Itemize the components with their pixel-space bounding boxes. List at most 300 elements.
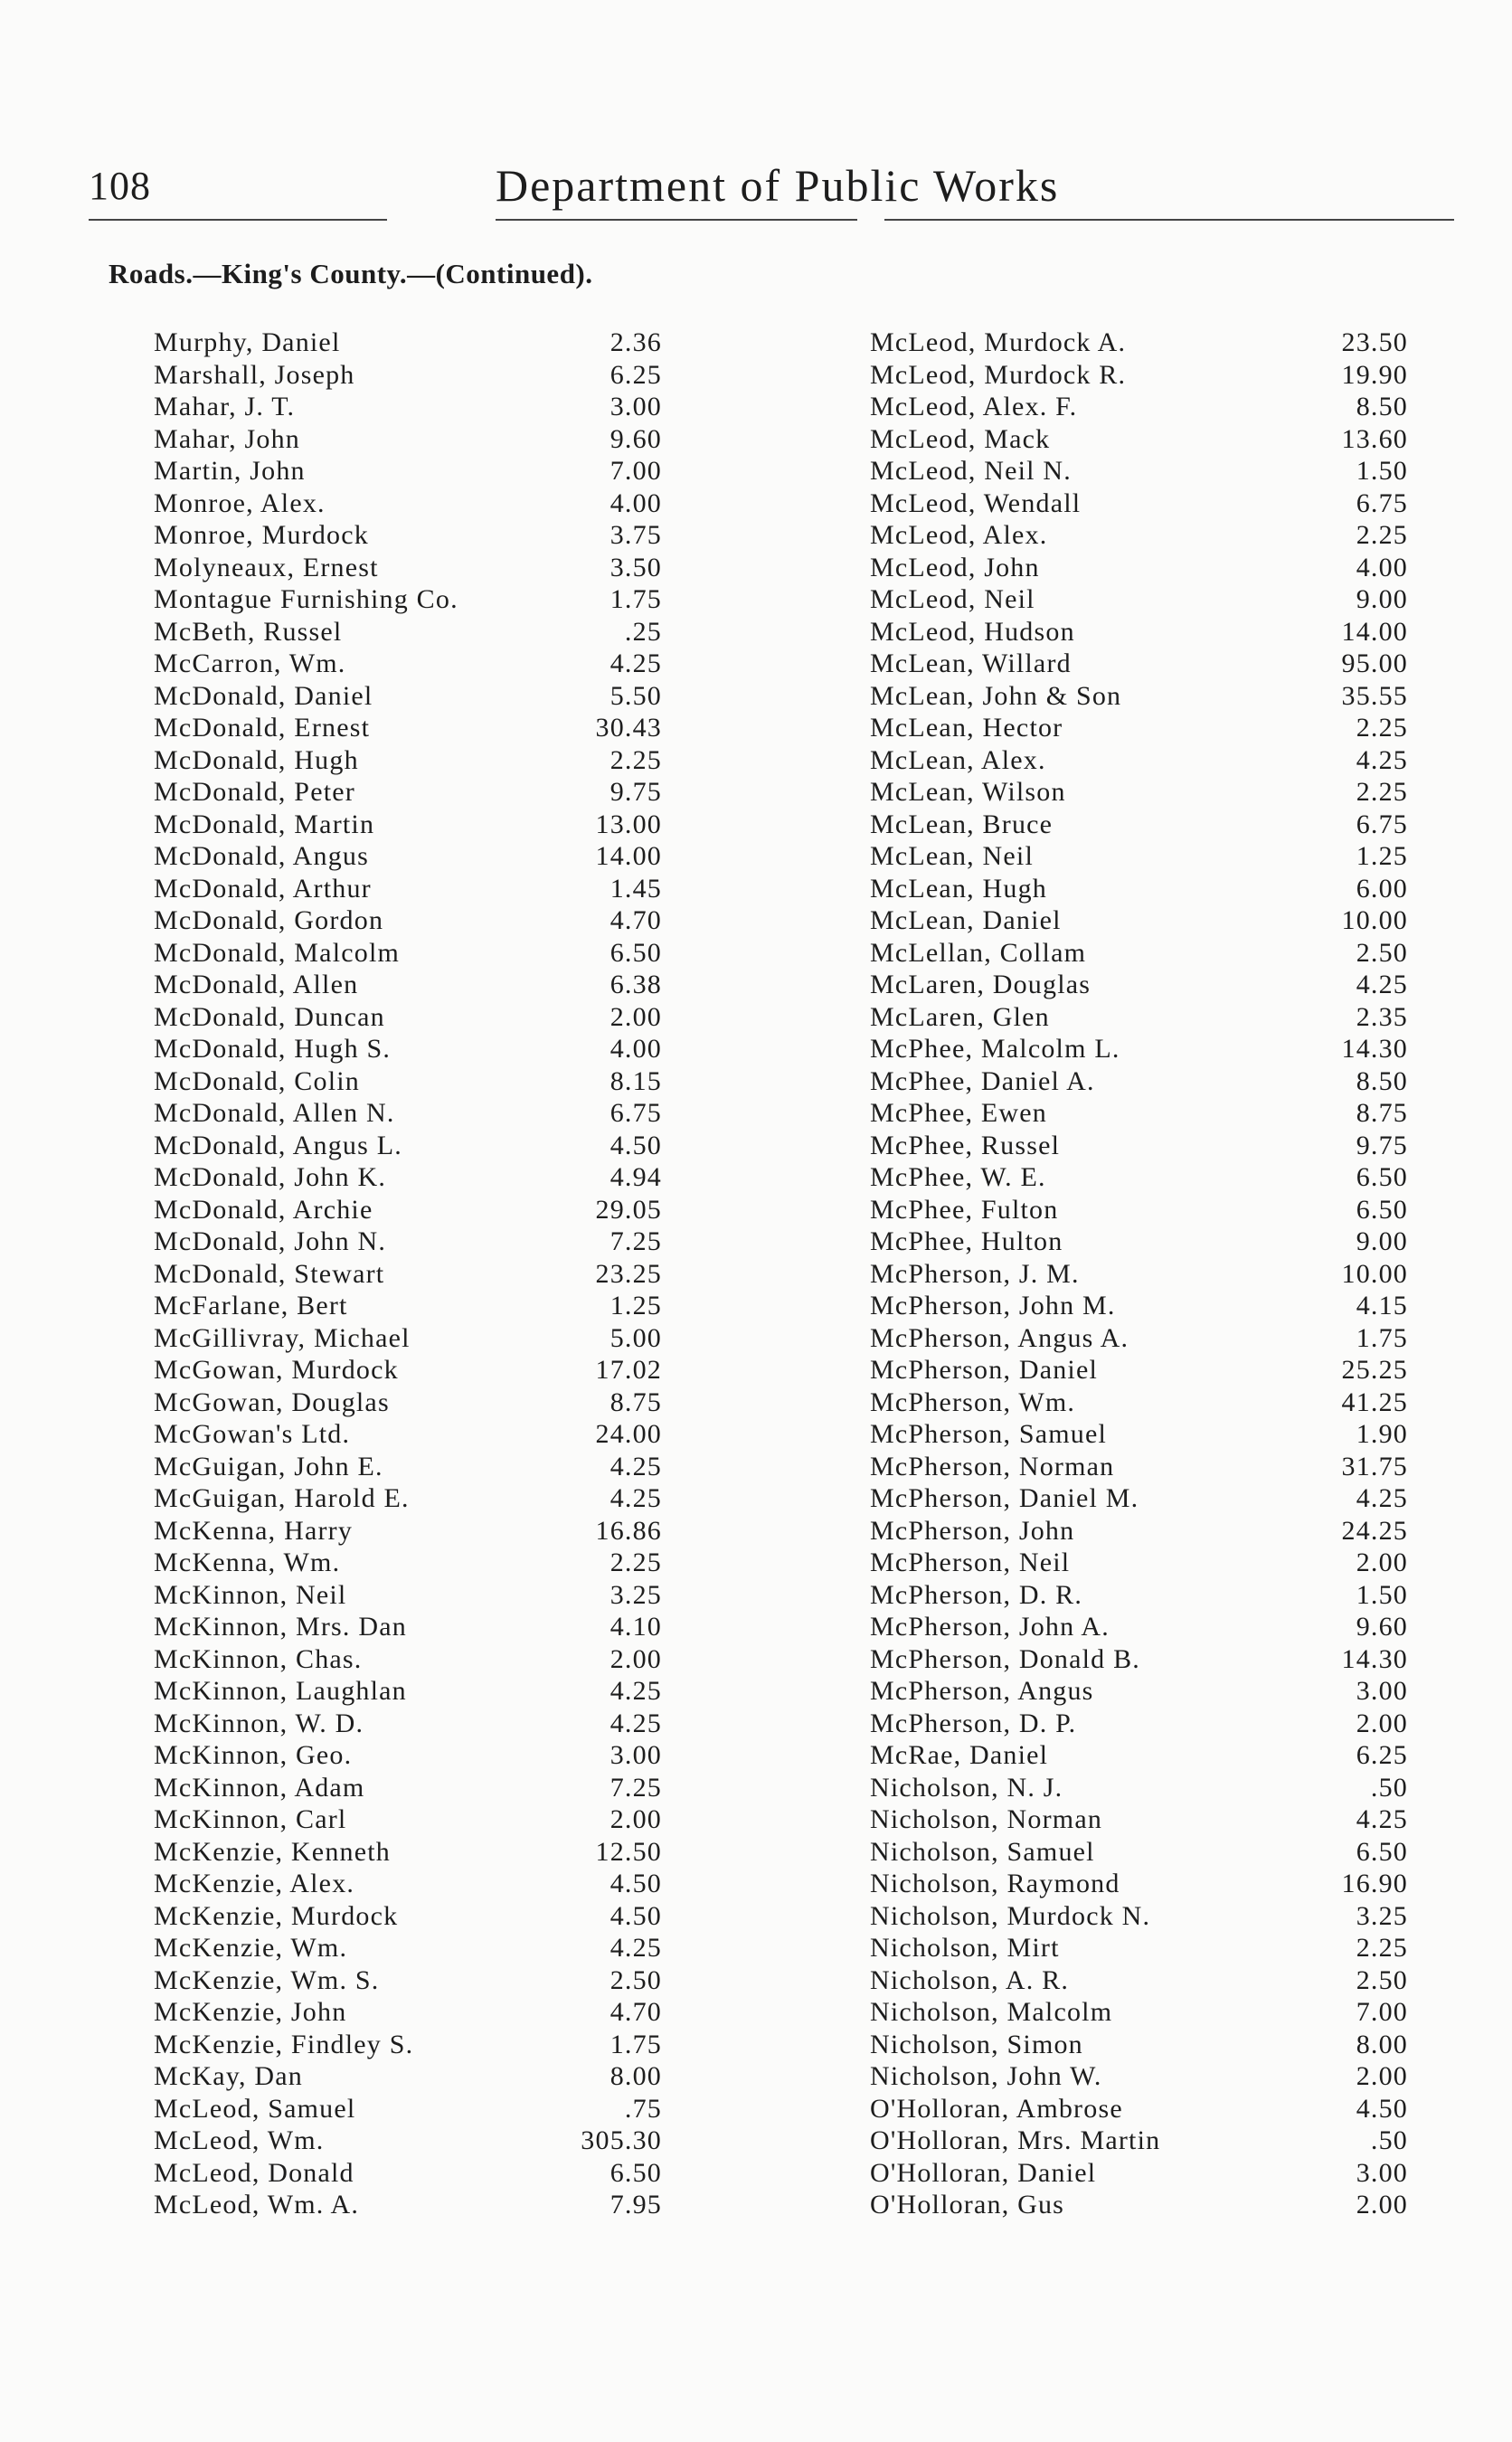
payment-amount: 14.30 (1341, 1034, 1408, 1064)
list-item (154, 455, 742, 487)
payment-amount: 3.25 (1356, 1900, 1408, 1931)
payee-name: McPhee, Hulton (870, 1226, 1063, 1256)
payee-name: McDonald, Allen N. (154, 1098, 395, 1128)
list-item (870, 1515, 1422, 1548)
list-item (870, 937, 1422, 970)
payee-name: McKenzie, Kenneth (154, 1836, 391, 1867)
payee-name: McPherson, Angus (870, 1676, 1094, 1706)
list-item (870, 423, 1422, 456)
list-item (870, 1290, 1422, 1322)
payee-name: McBeth, Russel (154, 616, 343, 647)
payee-name: McDonald, Malcolm (154, 937, 401, 968)
payment-amount: 4.25 (1356, 970, 1408, 999)
payee-name: McPherson, Samuel (870, 1419, 1108, 1449)
payee-name: McPherson, John (870, 1515, 1075, 1546)
payee-name: McLeod, Wm. A. (154, 2190, 360, 2220)
payee-name: McDonald, Duncan (154, 1001, 385, 1032)
list-item (154, 1194, 742, 1226)
payee-name: McKinnon, Mrs. Dan (154, 1612, 407, 1642)
payee-name: McKenzie, Murdock (154, 1900, 399, 1931)
payee-name: McLean, Alex. (870, 744, 1046, 775)
payment-amount: .50 (1370, 1772, 1408, 1803)
list-item (154, 1836, 742, 1869)
payee-name: McKenna, Harry (154, 1515, 354, 1546)
payment-amount: 2.00 (610, 1804, 662, 1834)
list-item (154, 1482, 742, 1515)
payment-amount: 4.50 (610, 1130, 662, 1160)
payee-name: McLeod, Alex. F. (870, 392, 1078, 421)
list-item (870, 840, 1422, 873)
payment-amount: 14.30 (1341, 1643, 1408, 1674)
payment-amount: 9.75 (610, 777, 662, 807)
payment-amount: 13.60 (1341, 423, 1408, 454)
list-item (870, 1996, 1422, 2029)
list-item (154, 1161, 742, 1194)
list-item (154, 1643, 742, 1676)
payment-amount: 1.25 (1356, 841, 1408, 871)
list-item (870, 1868, 1422, 1900)
payment-amount: 4.25 (1356, 1804, 1408, 1834)
payment-amount: 6.50 (1356, 1194, 1408, 1225)
list-item (870, 1900, 1422, 1933)
payee-name: McLeod, Neil N. (870, 456, 1072, 486)
payment-amount: 9.75 (1356, 1130, 1408, 1160)
payment-amount: 2.35 (1356, 1001, 1408, 1032)
payment-amount: 13.00 (595, 809, 662, 839)
list-item (870, 552, 1422, 584)
payee-name: McKinnon, Neil (154, 1579, 347, 1610)
list-item (154, 487, 742, 520)
payee-name: McPhee, Ewen (870, 1098, 1048, 1128)
list-item (870, 1387, 1422, 1419)
payment-amount: 8.75 (610, 1387, 662, 1417)
payee-name: Murphy, Daniel (154, 327, 341, 357)
list-item (870, 1964, 1422, 1997)
payment-amount: 10.00 (1341, 1258, 1408, 1289)
payment-amount: 8.00 (610, 2061, 662, 2091)
payment-amount: 7.25 (610, 1772, 662, 1803)
list-item (870, 616, 1422, 648)
list-item (870, 1226, 1422, 1258)
list-item (154, 744, 742, 777)
list-item (870, 1739, 1422, 1772)
payment-amount: 4.50 (610, 1869, 662, 1898)
payee-name: O'Holloran, Mrs. Martin (870, 2125, 1161, 2155)
payment-amount: 19.90 (1341, 359, 1408, 390)
payment-amount: 6.50 (1356, 1162, 1408, 1192)
payee-name: McGuigan, John E. (154, 1451, 383, 1481)
payee-name: McPhee, Daniel A. (870, 1065, 1095, 1096)
list-item (870, 904, 1422, 937)
page-title: Department of Public Works (496, 160, 1060, 211)
payee-name: Nicholson, Raymond (870, 1869, 1120, 1898)
payment-amount: 24.25 (1341, 1515, 1408, 1546)
payment-amount: 4.25 (610, 648, 662, 678)
list-item (870, 1194, 1422, 1226)
payment-amount: 25.25 (1341, 1355, 1408, 1385)
list-item (870, 2125, 1422, 2157)
payment-amount: 2.00 (1356, 1548, 1408, 1577)
list-item (154, 1803, 742, 1836)
list-item (870, 1547, 1422, 1579)
payment-amount: 7.00 (1356, 1997, 1408, 2027)
payment-amount: 6.50 (610, 937, 662, 968)
payment-amount: 4.25 (610, 1708, 662, 1738)
payee-name: McGuigan, Harold E. (154, 1483, 410, 1513)
list-item (154, 552, 742, 584)
list-item (870, 1451, 1422, 1483)
list-item (154, 2189, 742, 2221)
list-item (154, 1547, 742, 1579)
payment-amount: 9.60 (1356, 1612, 1408, 1642)
payment-amount: .75 (624, 2093, 662, 2124)
payment-amount: 2.50 (610, 1964, 662, 1995)
list-item (154, 1065, 742, 1098)
payment-amount: 1.75 (1356, 1322, 1408, 1353)
payment-amount: 8.75 (1356, 1098, 1408, 1128)
list-item (154, 712, 742, 744)
payment-amount: 2.25 (1356, 1933, 1408, 1963)
payee-name: McDonald, Daniel (154, 680, 373, 711)
payment-amount: 2.00 (1356, 2061, 1408, 2091)
payment-amount: 5.50 (610, 680, 662, 711)
list-item (154, 1611, 742, 1643)
payment-amount: 4.25 (1356, 1483, 1408, 1513)
header-rule-right (884, 219, 1454, 221)
payee-name: McGowan, Douglas (154, 1387, 390, 1417)
payee-name: Martin, John (154, 456, 306, 486)
list-item (870, 680, 1422, 713)
payment-amount: 1.90 (1356, 1419, 1408, 1449)
payee-name: Nicholson, John W. (870, 2061, 1102, 2091)
payment-amount: 6.25 (1356, 1740, 1408, 1770)
list-item (870, 1836, 1422, 1869)
list-item (870, 1097, 1422, 1130)
payment-amount: 95.00 (1341, 648, 1408, 678)
left-column (154, 327, 742, 2221)
payee-name: McLeod, Alex. (870, 520, 1048, 550)
payment-amount: 2.25 (1356, 713, 1408, 743)
payee-name: Nicholson, Mirt (870, 1933, 1060, 1963)
list-item (870, 1161, 1422, 1194)
payee-name: McPhee, W. E. (870, 1162, 1046, 1192)
payment-amount: 29.05 (595, 1194, 662, 1225)
list-item (154, 873, 742, 905)
payment-amount: 2.25 (1356, 520, 1408, 550)
payment-amount: 2.25 (610, 1548, 662, 1577)
payment-amount: 8.50 (1356, 392, 1408, 421)
list-item (870, 1579, 1422, 1612)
payee-name: McPherson, John M. (870, 1291, 1116, 1320)
payee-name: McLean, John & Son (870, 680, 1122, 711)
list-item (154, 1739, 742, 1772)
payee-name: McKenna, Wm. (154, 1548, 341, 1577)
payment-amount: 12.50 (595, 1836, 662, 1867)
payment-amount: 6.50 (1356, 1836, 1408, 1867)
payee-name: McGowan, Murdock (154, 1355, 399, 1385)
list-item (870, 2029, 1422, 2061)
payee-name: O'Holloran, Gus (870, 2190, 1065, 2220)
payee-name: McDonald, Hugh (154, 744, 359, 775)
list-item (870, 1354, 1422, 1387)
payee-name: McLeod, Hudson (870, 616, 1075, 647)
list-item (154, 680, 742, 713)
list-item (870, 969, 1422, 1001)
payment-amount: 4.00 (610, 1034, 662, 1064)
payee-name: Mahar, John (154, 423, 300, 454)
payee-name: McLeod, Wm. (154, 2125, 325, 2155)
payment-amount: 2.00 (1356, 2190, 1408, 2220)
list-item (154, 809, 742, 841)
list-item (154, 1675, 742, 1708)
payee-name: McKenzie, John (154, 1997, 347, 2027)
list-item (154, 519, 742, 552)
list-item (870, 1065, 1422, 1098)
payment-amount: 4.70 (610, 905, 662, 935)
payee-name: McLean, Hugh (870, 873, 1048, 904)
list-item (870, 873, 1422, 905)
payee-name: McDonald, Allen (154, 970, 359, 999)
payee-name: McRae, Daniel (870, 1740, 1049, 1770)
payment-amount: 3.00 (1356, 1676, 1408, 1706)
list-item (154, 1451, 742, 1483)
payment-amount: 3.75 (610, 520, 662, 550)
list-item (870, 391, 1422, 423)
list-item (870, 1258, 1422, 1291)
payment-amount: 23.25 (595, 1258, 662, 1289)
list-item (870, 583, 1422, 616)
list-item (870, 712, 1422, 744)
payee-name: Mahar, J. T. (154, 392, 296, 421)
list-item (154, 327, 742, 359)
payee-name: McPherson, Neil (870, 1548, 1071, 1577)
payee-name: Molyneaux, Ernest (154, 552, 379, 582)
list-item (154, 2093, 742, 2125)
list-item (870, 1708, 1422, 1740)
payment-amount: 2.36 (610, 327, 662, 357)
payment-amount: 17.02 (595, 1355, 662, 1385)
payee-name: McLellan, Collam (870, 937, 1087, 968)
list-item (154, 1868, 742, 1900)
payee-name: Nicholson, A. R. (870, 1964, 1070, 1995)
payment-amount: 35.55 (1341, 680, 1408, 711)
payee-name: McPhee, Malcolm L. (870, 1034, 1120, 1064)
payee-name: McLean, Daniel (870, 905, 1062, 935)
payee-name: McPherson, Donald B. (870, 1643, 1140, 1674)
list-item (154, 1515, 742, 1548)
payment-amount: 16.90 (1341, 1869, 1408, 1898)
payee-name: McLean, Neil (870, 841, 1034, 871)
payment-amount: 2.25 (610, 744, 662, 775)
list-item (870, 2060, 1422, 2093)
payee-name: McDonald, Stewart (154, 1258, 385, 1289)
payment-amount: 1.50 (1356, 456, 1408, 486)
list-item (154, 1354, 742, 1387)
payment-amount: 305.30 (581, 2125, 662, 2155)
payee-name: McKinnon, Carl (154, 1804, 347, 1834)
list-item (870, 1001, 1422, 1034)
list-item (870, 1418, 1422, 1451)
header-rule-center (496, 219, 857, 221)
list-item (154, 2125, 742, 2157)
payment-amount: 23.50 (1341, 327, 1408, 357)
list-item (154, 937, 742, 970)
payee-name: McPhee, Russel (870, 1130, 1061, 1160)
list-item (154, 1900, 742, 1933)
payment-amount: 6.75 (610, 1098, 662, 1128)
payment-amount: 1.25 (610, 1291, 662, 1320)
payee-name: McGillivray, Michael (154, 1322, 411, 1353)
payee-name: McKinnon, Chas. (154, 1643, 363, 1674)
payment-amount: 9.00 (1356, 584, 1408, 614)
payment-amount: .50 (1370, 2125, 1408, 2155)
payment-amount: 8.50 (1356, 1065, 1408, 1096)
list-item (154, 840, 742, 873)
list-item (870, 487, 1422, 520)
list-item (870, 1643, 1422, 1676)
right-column (870, 327, 1422, 2221)
payee-name: Nicholson, Malcolm (870, 1997, 1113, 2027)
list-item (154, 1258, 742, 1291)
payee-name: McPherson, Wm. (870, 1387, 1076, 1417)
payee-name: McDonald, Colin (154, 1065, 360, 1096)
payee-name: Nicholson, Murdock N. (870, 1900, 1151, 1931)
payee-name: Marshall, Joseph (154, 359, 355, 390)
payment-amount: 9.00 (1356, 1226, 1408, 1256)
payment-amount: .25 (624, 616, 662, 647)
list-item (154, 2060, 742, 2093)
payment-amount: 6.38 (610, 970, 662, 999)
payee-name: McLeod, Wendall (870, 487, 1082, 518)
payment-amount: 4.25 (610, 1676, 662, 1706)
payment-amount: 9.60 (610, 423, 662, 454)
payee-name: McDonald, Arthur (154, 873, 372, 904)
payment-amount: 7.00 (610, 456, 662, 486)
list-item (870, 1803, 1422, 1836)
list-item (154, 1097, 742, 1130)
payee-name: McPherson, Angus A. (870, 1322, 1129, 1353)
payment-amount: 10.00 (1341, 905, 1408, 935)
payment-amount: 3.25 (610, 1579, 662, 1610)
list-item (154, 1964, 742, 1997)
payee-name: McLeod, Neil (870, 584, 1035, 614)
payment-amount: 6.75 (1356, 809, 1408, 839)
payment-amount: 3.50 (610, 552, 662, 582)
list-item (154, 616, 742, 648)
payee-name: McDonald, Martin (154, 809, 375, 839)
payment-amount: 6.50 (610, 2157, 662, 2188)
payment-amount: 5.00 (610, 1322, 662, 1353)
list-item (154, 1932, 742, 1964)
payee-name: Montague Furnishing Co. (154, 584, 458, 614)
list-item (154, 423, 742, 456)
payee-name: McDonald, John N. (154, 1226, 387, 1256)
list-item (154, 2157, 742, 2190)
payment-amount: 1.75 (610, 584, 662, 614)
list-item (154, 583, 742, 616)
payee-name: McDonald, Ernest (154, 713, 371, 743)
list-item (870, 455, 1422, 487)
list-item (154, 776, 742, 809)
list-item (870, 1322, 1422, 1355)
payee-name: McPhee, Fulton (870, 1194, 1059, 1225)
payee-name: McPherson, Daniel M. (870, 1483, 1139, 1513)
list-item (154, 2029, 742, 2061)
payment-amount: 24.00 (595, 1419, 662, 1449)
payee-name: McDonald, John K. (154, 1162, 387, 1192)
payee-name: McDonald, Hugh S. (154, 1034, 392, 1064)
payee-name: McLeod, Samuel (154, 2093, 356, 2124)
payee-name: Monroe, Murdock (154, 520, 369, 550)
payment-amount: 7.95 (610, 2190, 662, 2220)
payee-name: McKinnon, Laughlan (154, 1676, 407, 1706)
payee-name: McLeod, Murdock A. (870, 327, 1127, 357)
list-item (154, 1387, 742, 1419)
payment-amount: 1.75 (610, 2029, 662, 2059)
payment-amount: 6.00 (1356, 873, 1408, 904)
payment-amount: 16.86 (595, 1515, 662, 1546)
list-item (870, 1772, 1422, 1804)
list-item (870, 2189, 1422, 2221)
payment-amount: 2.50 (1356, 1964, 1408, 1995)
list-item (154, 359, 742, 392)
payment-amount: 41.25 (1341, 1387, 1408, 1417)
payee-name: Nicholson, Samuel (870, 1836, 1095, 1867)
payment-amount: 7.25 (610, 1226, 662, 1256)
payment-amount: 4.70 (610, 1997, 662, 2027)
payee-name: O'Holloran, Ambrose (870, 2093, 1123, 2124)
page-header (89, 160, 1454, 226)
payee-name: McLeod, Murdock R. (870, 359, 1127, 390)
payment-amount: 4.25 (610, 1483, 662, 1513)
payee-name: McKinnon, Adam (154, 1772, 365, 1803)
payment-amount: 4.15 (1356, 1291, 1408, 1320)
list-item (154, 1001, 742, 1034)
payment-amount: 4.00 (610, 487, 662, 518)
payment-amount: 8.00 (1356, 2029, 1408, 2059)
payment-amount: 8.15 (610, 1065, 662, 1096)
list-item (870, 2157, 1422, 2190)
payment-amount: 1.45 (610, 873, 662, 904)
payment-amount: 4.00 (1356, 552, 1408, 582)
payment-amount: 14.00 (1341, 616, 1408, 647)
list-item (154, 904, 742, 937)
payee-name: McLean, Hector (870, 713, 1063, 743)
list-item (870, 648, 1422, 680)
payment-amount: 1.50 (1356, 1579, 1408, 1610)
list-item (870, 1130, 1422, 1162)
payee-name: McKinnon, W. D. (154, 1708, 364, 1738)
payment-amount: 3.00 (610, 392, 662, 421)
list-item (870, 359, 1422, 392)
payee-name: McLeod, Mack (870, 423, 1051, 454)
payee-name: McDonald, Angus L. (154, 1130, 402, 1160)
payment-amount: 4.10 (610, 1612, 662, 1642)
payment-amount: 4.25 (610, 1451, 662, 1481)
list-item (870, 1482, 1422, 1515)
header-rule-left (89, 219, 387, 221)
list-item (870, 744, 1422, 777)
payee-name: McPherson, D. R. (870, 1579, 1083, 1610)
list-item (154, 1772, 742, 1804)
list-item (870, 1675, 1422, 1708)
payee-name: Nicholson, Simon (870, 2029, 1083, 2059)
payment-amount: 2.50 (1356, 937, 1408, 968)
list-item (154, 1996, 742, 2029)
payee-name: Nicholson, N. J. (870, 1772, 1063, 1803)
list-item (870, 327, 1422, 359)
payee-name: McPherson, J. M. (870, 1258, 1080, 1289)
